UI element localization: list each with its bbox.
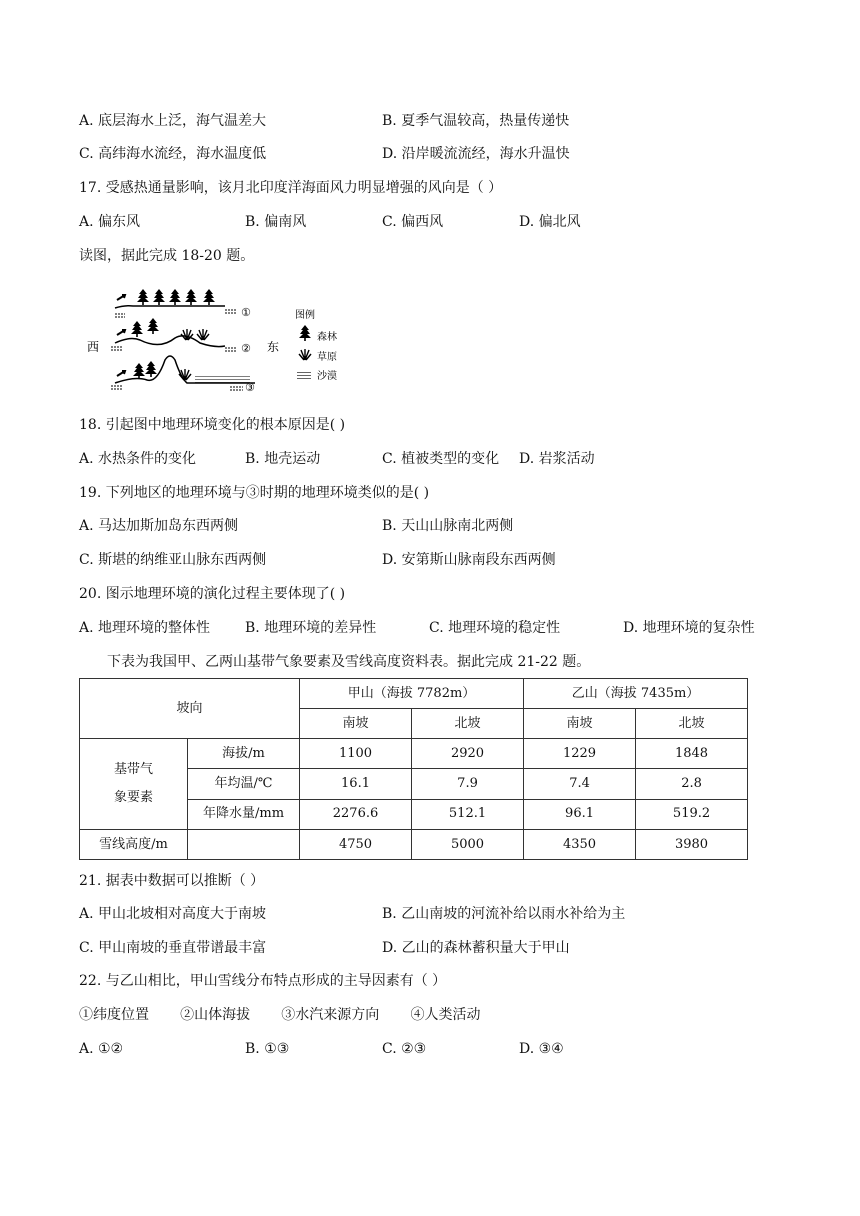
stage-label-3: ③	[245, 381, 255, 394]
landscape-evolution-figure	[85, 288, 355, 398]
q20-stem: 20. 图示地理环境的演化过程主要体现了( )	[79, 586, 346, 602]
q19-option-row-2	[79, 549, 779, 571]
legend-title: 图例	[295, 310, 315, 321]
row-label: 雪线高度/m	[80, 830, 188, 860]
west-label: 西	[87, 340, 100, 354]
mountain-b-south-header: 南坡	[524, 709, 636, 739]
q17-option-d: D. 偏北风	[519, 214, 581, 230]
table-cell: 7.9	[412, 769, 524, 799]
table-cell: 2.8	[636, 769, 748, 799]
desert-icon	[297, 372, 311, 379]
q17-option-c: C. 偏西风	[382, 214, 444, 230]
grassland-icon	[299, 349, 311, 360]
q22-factors: ①纬度位置 ②山体海拔 ③水汽来源方向 ④人类活动	[79, 1007, 481, 1023]
stage-1-profile	[115, 289, 237, 317]
mountain-b-north-header: 北坡	[636, 709, 748, 739]
row-label: 年降水量/mm	[188, 799, 300, 829]
q20-option-a: A. 地理环境的整体性	[79, 620, 211, 636]
q20-option-d: D. 地理环境的复杂性	[623, 620, 755, 636]
table-cell: 1100	[300, 739, 412, 769]
intro-21-22: 下表为我国甲、乙两山基带气象要素及雪线高度资料表。据此完成 21-22 题。	[107, 654, 591, 670]
table-cell: 4750	[300, 830, 412, 860]
forest-icon	[299, 325, 311, 341]
table-row	[80, 739, 748, 769]
table-cell: 96.1	[524, 799, 636, 829]
table-cell: 512.1	[412, 799, 524, 829]
q19-option-a: A. 马达加斯加岛东西两侧	[79, 518, 239, 534]
q22-option-a: A. ①②	[79, 1041, 124, 1057]
stage-label-2: ②	[241, 342, 251, 355]
q21-option-row-1	[79, 903, 779, 925]
q22-stem: 22. 与乙山相比，甲山雪线分布特点形成的主导因素有（ ）	[79, 973, 447, 989]
q22-option-b: B. ①③	[245, 1041, 290, 1057]
table-cell-empty	[188, 830, 300, 860]
table-cell: 7.4	[524, 769, 636, 799]
q17-stem: 17. 受感热通量影响，该月北印度洋海面风力明显增强的风向是（ ）	[79, 180, 503, 196]
q16-option-a: A. 底层海水上泛，海气温差大	[79, 113, 267, 129]
q18-options	[79, 448, 779, 470]
q20-option-b: B. 地理环境的差异性	[245, 620, 377, 636]
table-cell: 2276.6	[300, 799, 412, 829]
table-cell: 3980	[636, 830, 748, 860]
q16-option-c: C. 高纬海水流经，海水温度低	[79, 146, 267, 162]
q18-option-c: C. 植被类型的变化	[382, 451, 500, 467]
q16-option-row-2	[79, 143, 779, 165]
mountain-a-north-header: 北坡	[412, 709, 524, 739]
q18-option-b: B. 地壳运动	[245, 451, 321, 467]
legend-grassland-label: 草原	[317, 352, 337, 363]
q21-option-a: A. 甲山北坡相对高度大于南坡	[79, 906, 267, 922]
q18-stem: 18. 引起图中地理环境变化的根本原因是( )	[79, 417, 346, 433]
q16-option-d: D. 沿岸暖流流经，海水升温快	[382, 146, 570, 162]
east-label: 东	[267, 340, 280, 354]
q18-option-a: A. 水热条件的变化	[79, 451, 197, 467]
stage-label-1: ①	[241, 306, 251, 319]
q16-option-b: B. 夏季气温较高，热量传递快	[382, 113, 570, 129]
table-header-row-1	[80, 679, 748, 709]
q19-option-c: C. 斯堪的纳维亚山脉东西两侧	[79, 552, 267, 568]
q16-option-row-1	[79, 110, 779, 132]
q20-option-c: C. 地理环境的稳定性	[429, 620, 561, 636]
q21-option-c: C. 甲山南坡的垂直带谱最丰富	[79, 940, 267, 956]
base-zone-group-label: 基带气 象要素	[80, 739, 188, 830]
stage-2-profile	[111, 318, 237, 351]
q20-options	[79, 617, 779, 639]
q17-option-a: A. 偏东风	[79, 214, 141, 230]
stage-3-profile	[111, 356, 255, 390]
row-label: 海拔/m	[188, 739, 300, 769]
mountain-b-header: 乙山（海拔 7435m）	[524, 679, 748, 709]
table-cell: 4350	[524, 830, 636, 860]
mountain-a-south-header: 南坡	[300, 709, 412, 739]
legend-forest-label: 森林	[317, 332, 337, 343]
q19-stem: 19. 下列地区的地理环境与③时期的地理环境类似的是( )	[79, 485, 430, 501]
q21-option-row-2	[79, 937, 779, 959]
q19-option-row-1	[79, 515, 779, 537]
q21-stem: 21. 据表中数据可以推断（ ）	[79, 873, 265, 889]
q21-option-d: D. 乙山的森林蓄积量大于甲山	[382, 940, 570, 956]
aspect-header: 坡向	[80, 679, 300, 739]
q19-option-d: D. 安第斯山脉南段东西两侧	[382, 552, 556, 568]
desert-dots	[195, 376, 250, 383]
mountain-a-header: 甲山（海拔 7782m）	[300, 679, 524, 709]
q17-option-b: B. 偏南风	[245, 214, 307, 230]
table-cell: 1229	[524, 739, 636, 769]
q22-option-d: D. ③④	[519, 1041, 564, 1057]
q19-option-b: B. 天山山脉南北两侧	[382, 518, 514, 534]
climate-snowline-table	[79, 678, 748, 860]
intro-18-20: 读图，据此完成 18-20 题。	[79, 248, 255, 264]
table-row-snowline	[80, 830, 748, 860]
q21-option-b: B. 乙山南坡的河流补给以雨水补给为主	[382, 906, 626, 922]
row-label: 年均温/℃	[188, 769, 300, 799]
table-cell: 5000	[412, 830, 524, 860]
q22-options	[79, 1038, 779, 1060]
q22-option-c: C. ②③	[382, 1041, 427, 1057]
q18-option-d: D. 岩浆活动	[519, 451, 595, 467]
table-cell: 16.1	[300, 769, 412, 799]
legend-desert-label: 沙漠	[317, 371, 337, 382]
table-cell: 1848	[636, 739, 748, 769]
table-cell: 519.2	[636, 799, 748, 829]
q17-options	[79, 211, 779, 233]
table-cell: 2920	[412, 739, 524, 769]
